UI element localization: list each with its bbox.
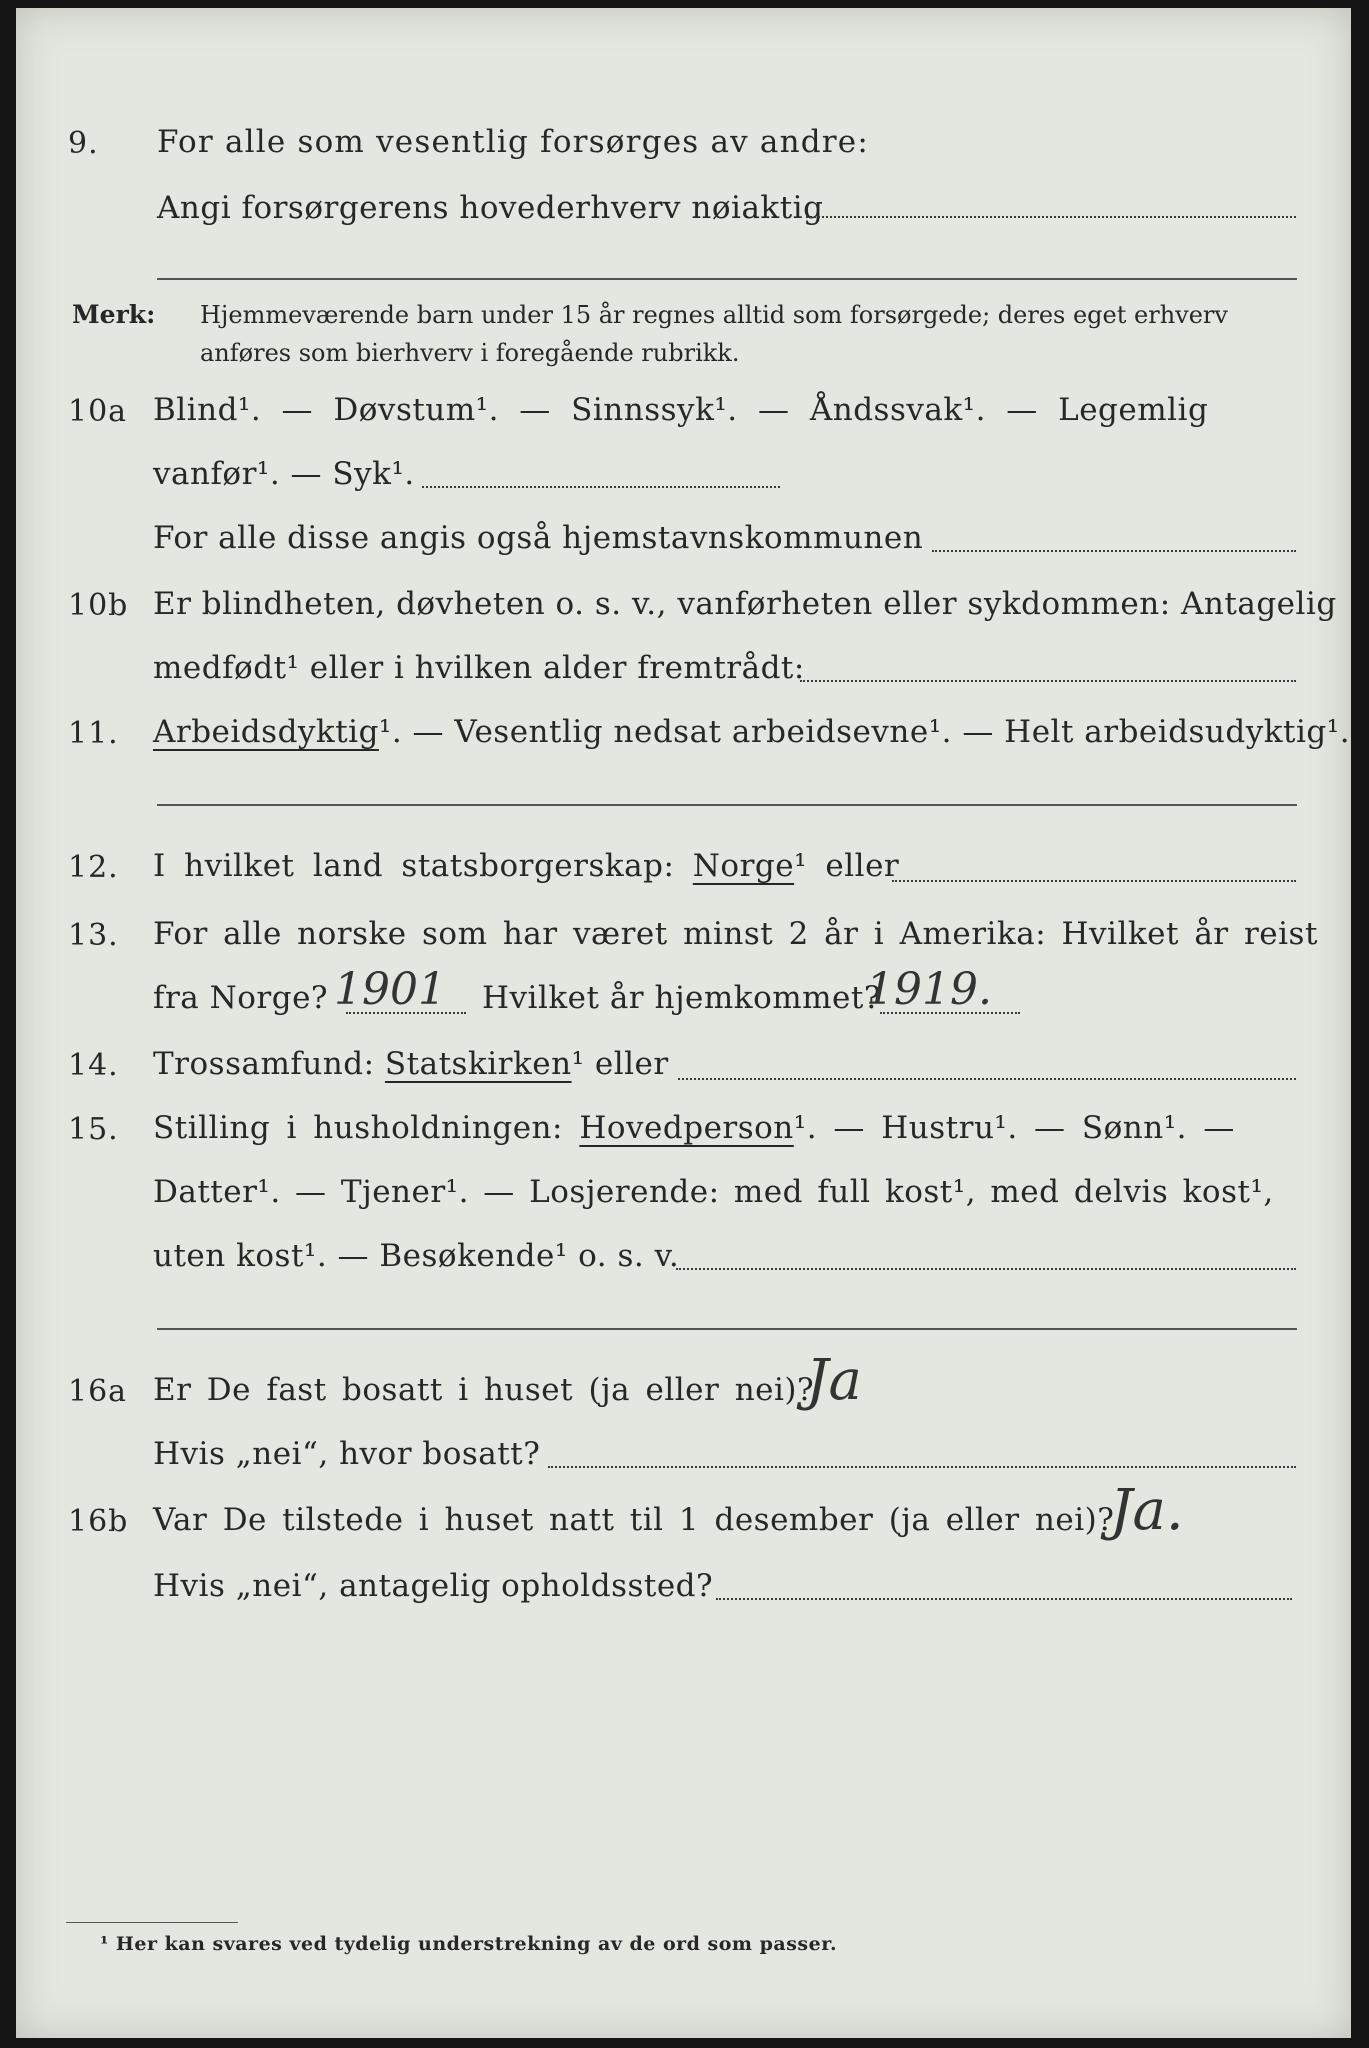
question-number: 13. (68, 918, 119, 953)
footnote: ¹ Her kan svares ved tydelig understrekning av de ord som passer. (100, 1933, 838, 1955)
question-text: Er De fast bosatt i huset (ja eller nei)? (153, 1372, 815, 1408)
question-number: 10a (68, 394, 128, 429)
handwritten-answer-emigration-year: 1901 (334, 964, 446, 1015)
question-text: Angi forsørgerens hovederhverv nøiaktig (157, 190, 824, 226)
question-text: For alle disse angis også hjemstavnskommunen (153, 520, 924, 556)
question-number: 16b (68, 1504, 129, 1539)
option-selected: Statskirken (384, 1046, 572, 1082)
question-text: Er blindheten, døvheten o. s. v., vanførheten eller sykdommen: Antagelig (153, 586, 1337, 622)
question-text: Var De tilstede i huset natt til 1 desember (ja eller nei)? (153, 1502, 1115, 1538)
handwritten-answer-present: Ja. (1110, 1478, 1184, 1543)
answer-line (806, 216, 1296, 218)
handwritten-answer-resident: Ja (806, 1348, 862, 1413)
question-text: vanfør¹. — Syk¹. (153, 456, 415, 492)
question-number: 10b (68, 588, 129, 623)
question-text: Arbeidsdyktig¹. — Vesentlig nedsat arbeidsevne¹. — Helt arbeidsudyktig¹. (153, 714, 1351, 750)
answer-line (422, 486, 780, 488)
question-text: Hvilket år hjemkommet? (482, 980, 881, 1016)
question-text: Trossamfund: Statskirken¹ eller (153, 1046, 669, 1082)
handwritten-answer-return-year: 1919. (866, 964, 992, 1015)
answer-line (157, 804, 1297, 806)
question-text: Hvis „nei“, hvor bosatt? (153, 1436, 541, 1472)
answer-line (548, 1466, 1296, 1468)
census-form-page (16, 8, 1351, 2038)
question-text: For alle som vesentlig forsørges av andre: (157, 124, 869, 160)
question-text: Stilling i husholdningen: Hovedperson¹. — Hustru¹. — Sønn¹. — (153, 1110, 1235, 1146)
answer-line (892, 880, 1296, 882)
question-text: uten kost¹. — Besøkende¹ o. s. v. (153, 1238, 680, 1274)
answer-line (678, 1078, 1296, 1080)
answer-line (880, 1012, 1020, 1014)
answer-line (157, 278, 1297, 280)
question-text: medfødt¹ eller i hvilken alder fremtrådt: (153, 650, 805, 686)
question-number: 15. (68, 1112, 119, 1147)
question-text: fra Norge? (153, 980, 329, 1016)
question-number: 16a (68, 1374, 128, 1409)
question-text: For alle norske som har været minst 2 år i Amerika: Hvilket år reist (153, 916, 1318, 952)
option-selected: Arbeidsdyktig (153, 714, 379, 750)
question-number: 9. (68, 126, 99, 161)
answer-line (346, 1012, 466, 1014)
answer-line (932, 550, 1296, 552)
question-number: 12. (68, 850, 119, 885)
footnote-separator (66, 1922, 238, 1923)
question-text: Blind¹. — Døvstum¹. — Sinnssyk¹. — Åndssvak¹. — Legemlig (153, 392, 1209, 428)
option-selected: Hovedperson (579, 1110, 794, 1146)
question-number: 11. (68, 716, 119, 751)
answer-line (676, 1268, 1296, 1270)
question-text: Datter¹. — Tjener¹. — Losjerende: med full kost¹, med delvis kost¹, (153, 1174, 1274, 1210)
answer-line (800, 680, 1296, 682)
answer-line (157, 1328, 1297, 1330)
question-text: Hvis „nei“, antagelig opholdssted? (153, 1568, 714, 1604)
answer-line (716, 1598, 1292, 1600)
option-selected: Norge (692, 848, 795, 884)
note-text: Hjemmeværende barn under 15 år regnes alltid som forsørgede; deres eget erhverv anføres som bierhverv i foregående rubrikk. (200, 301, 1228, 367)
note-label: Merk: (72, 300, 156, 329)
question-text: I hvilket land statsborgerskap: Norge¹ eller (153, 848, 900, 884)
question-number: 14. (68, 1048, 119, 1083)
